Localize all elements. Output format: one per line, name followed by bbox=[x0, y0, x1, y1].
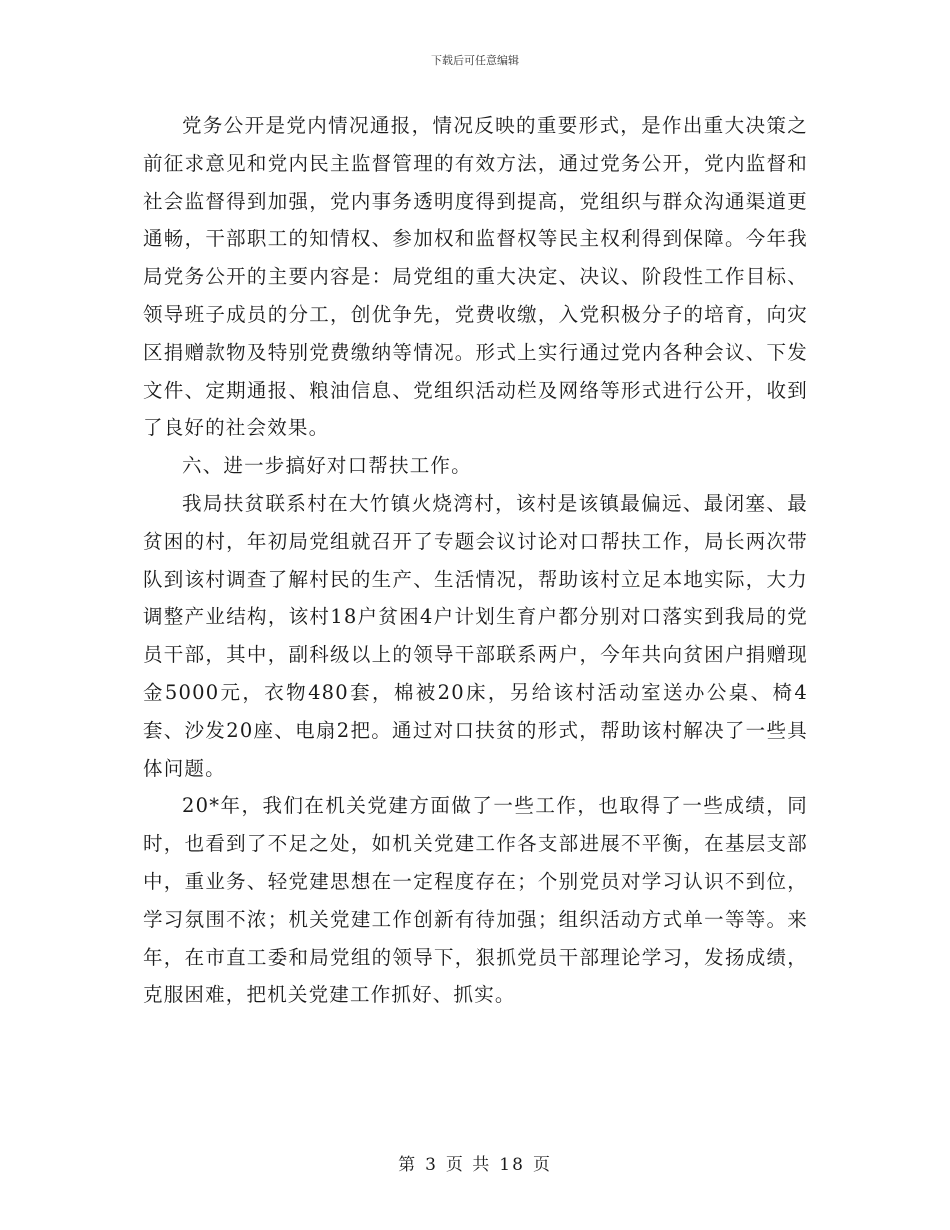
footer-middle: 页 共 bbox=[445, 1155, 492, 1175]
footer-current-page: 3 bbox=[425, 1155, 438, 1175]
section-heading-six: 六、进一步搞好对口帮扶工作。 bbox=[182, 454, 472, 478]
page-header-note: 下载后可任意编辑 bbox=[431, 54, 519, 67]
footer-total-pages: 18 bbox=[499, 1155, 525, 1175]
footer-suffix: 页 bbox=[532, 1155, 552, 1175]
paragraph-party-affairs-disclosure: 党务公开是党内情况通报，情况反映的重要形式，是作出重大决策之前征求意见和党内民主监督管理的有效方法，通过党务公开，党内监督和社会监督得到加强，党内事务透明度得到提高，党组织与群众沟通渠道更通畅，干部职工的知情权、参加权和监督权等民主权利得到保障。今年我局党务公开的主要内容是：局党组的重大决定、决议、阶段性工作目标、领导班子成员的分工，创优争先，党费收缴，入党积极分子的培育，向灾区捐赠款物及特别党费缴纳等情况。形式上实行通过党内各种会议、下发文件、定期通报、粮油信息、党组织活动栏及网络等形式进行公开，收到了良好的社会效果。 bbox=[143, 114, 808, 440]
paragraph-poverty-assistance: 我局扶贫联系村在大竹镇火烧湾村，该村是该镇最偏远、最闭塞、最贫困的村，年初局党组就召开了专题会议讨论对口帮扶工作，局长两次带队到该村调查了解村民的生产、生活情况，帮助该村立足本地实际，大力调整产业结构，该村18户贫困4户计划生育户都分别对口落实到我局的党员干部，其中，副科级以上的领导干部联系两户，今年共向贫困户捐赠现金5000元，衣物480套，棉被20床，另给该村活动室送办公桌、椅4套、沙发20座、电扇2把。通过对口扶贫的形式，帮助该村解决了一些具体问题。 bbox=[143, 491, 808, 780]
footer-prefix: 第 bbox=[398, 1155, 418, 1175]
document-body bbox=[143, 107, 808, 1014]
paragraph-summary: 20*年，我们在机关党建方面做了一些工作，也取得了一些成绩，同时，也看到了不足之处，如机关党建工作各支部进展不平衡，在基层支部中，重业务、轻党建思想在一定程度存在；个别党员对学习认识不到位，学习氛围不浓；机关党建工作创新有待加强；组织活动方式单一等等。来年，在市直工委和局党组的领导下，狠抓党员干部理论学习，发扬成绩，克服困难，把机关党建工作抓好、抓实。 bbox=[143, 794, 808, 1007]
page-footer bbox=[0, 1154, 950, 1176]
